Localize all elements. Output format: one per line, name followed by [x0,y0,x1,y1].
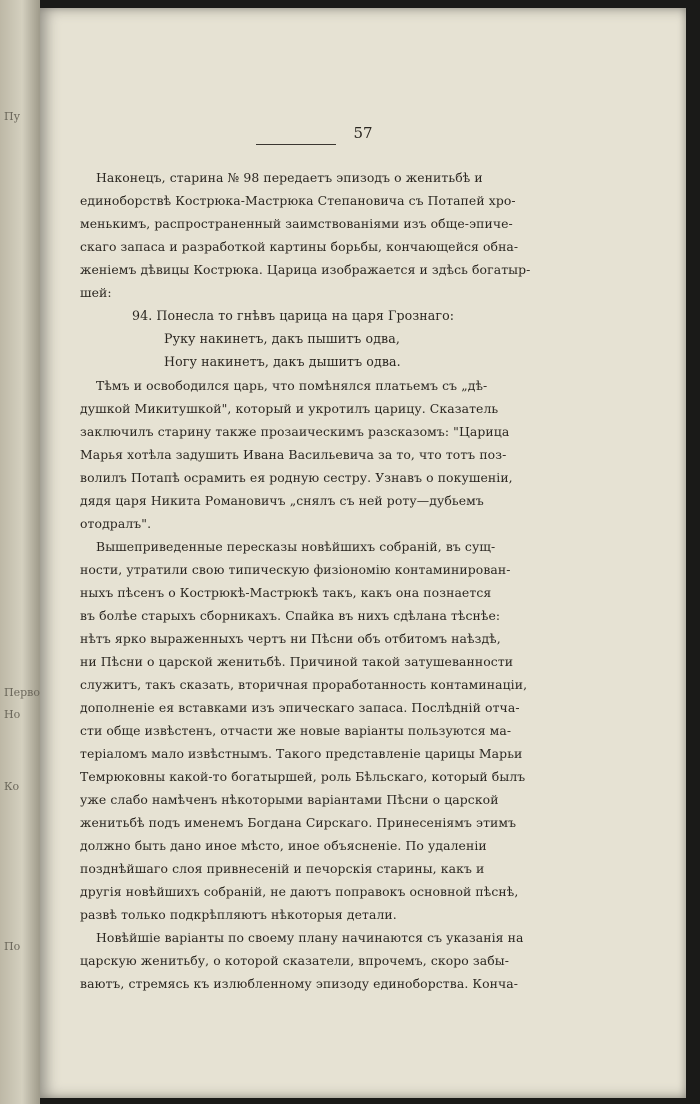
text-line: развѣ только подкрѣпляютъ нѣкоторыя детали. [80,907,397,922]
text-line: Марья хотѣла задушить Ивана Васильевича за то, что тотъ поз- [80,447,507,462]
text-line: нѣтъ ярко выраженныхъ чертъ ни Пѣсни объ отбитомъ наѣздѣ, [80,631,501,646]
book-page [40,8,686,1098]
facing-page-fragment: Перво [4,686,40,699]
text-line: волилъ Потапѣ осрамить ея родную сестру. Узнавъ о покушеніи, [80,470,513,485]
text-line: Наконецъ, старина № 98 передаетъ эпизодъ о женитьбѣ и [96,170,483,185]
text-line: другія новѣйшихъ собраній, не даютъ поправокъ основной пѣснѣ, [80,884,519,899]
verse-line: Ногу накинетъ, дакъ дышитъ одва. [164,354,401,369]
text-line: менькимъ, распространенный заимствованіями изъ обще-эпиче- [80,216,513,231]
facing-page-fragment: Но [4,708,21,721]
verse-line: Руку накинетъ, дакъ пышитъ одва, [164,331,400,346]
text-line: душкой Микитушкой", который и укротилъ царицу. Сказатель [80,401,499,416]
text-line: царскую женитьбу, о которой сказатели, впрочемъ, скоро забы- [80,953,510,968]
text-line: позднѣйшаго слоя привнесеній и печорскія старины, какъ и [80,861,485,876]
text-line: женитьбѣ подъ именемъ Богдана Сирскаго. Принесеніямъ этимъ [80,815,517,830]
text-line: ни Пѣсни о царской женитьбѣ. Причиной такой затушеванности [80,654,514,669]
text-line: Вышеприведенные пересказы новѣйшихъ собраній, въ сущ- [96,539,496,554]
facing-page-fragment: Ко [4,780,20,793]
text-line: Новѣйшіе варіанты по своему плану начинаются съ указанія на [96,930,524,945]
page-number-rule [256,144,336,145]
text-line: дядя царя Никита Романовичъ „снялъ съ ней роту—дубьемъ [80,493,484,508]
facing-page-fragment: По [4,940,21,953]
text-line: Темрюковны какой-то богатыршей, роль Бѣльскаго, который былъ [80,769,526,784]
verse-line: 94. Понесла то гнѣвъ царица на царя Грознаго: [132,308,455,323]
facing-page-fragment: Пу [4,110,21,123]
text-line: женіемъ дѣвицы Кострюка. Царица изображается и здѣсь богатыр- [80,262,531,277]
text-line: отодралъ". [80,516,152,531]
text-line: Тѣмъ и освободился царь, что помѣнялся платьемъ съ „дѣ- [96,378,488,393]
text-line: дополненіе ея вставками изъ эпическаго запаса. Послѣдній отча- [80,700,520,715]
text-line: ныхъ пѣсенъ о Кострюкѣ-Мастрюкѣ такъ, какъ она познается [80,585,492,600]
facing-page-edge [0,0,40,1104]
text-line: ваютъ, стремясь къ излюбленному эпизоду единоборства. Конча- [80,976,519,991]
text-line: единоборствѣ Кострюка-Мастрюка Степановича съ Потапей хро- [80,193,516,208]
text-line: скаго запаса и разработкой картины борьбы, кончающейся обна- [80,239,519,254]
text-line: въ болѣе старыхъ сборникахъ. Спайка въ нихъ сдѣлана тѣснѣе: [80,608,501,623]
text-line: ности, утратили свою типическую физіономію контаминирован- [80,562,511,577]
text-line: уже слабо намѣченъ нѣкоторыми варіантами Пѣсни о царской [80,792,499,807]
text-line: служитъ, такъ сказать, вторичная проработанность контаминаціи, [80,677,528,692]
page-number: 57 [353,124,373,142]
text-line: сти обще извѣстенъ, отчасти же новые варіанты пользуются ма- [80,723,512,738]
text-line: шей: [80,285,112,300]
text-line: теріаломъ мало извѣстнымъ. Такого представленіе царицы Марьи [80,746,523,761]
text-line: заключилъ старину также прозаическимъ разсказомъ: "Царица [80,424,510,439]
text-line: должно быть дано иное мѣсто, иное объясненіе. По удаленіи [80,838,487,853]
